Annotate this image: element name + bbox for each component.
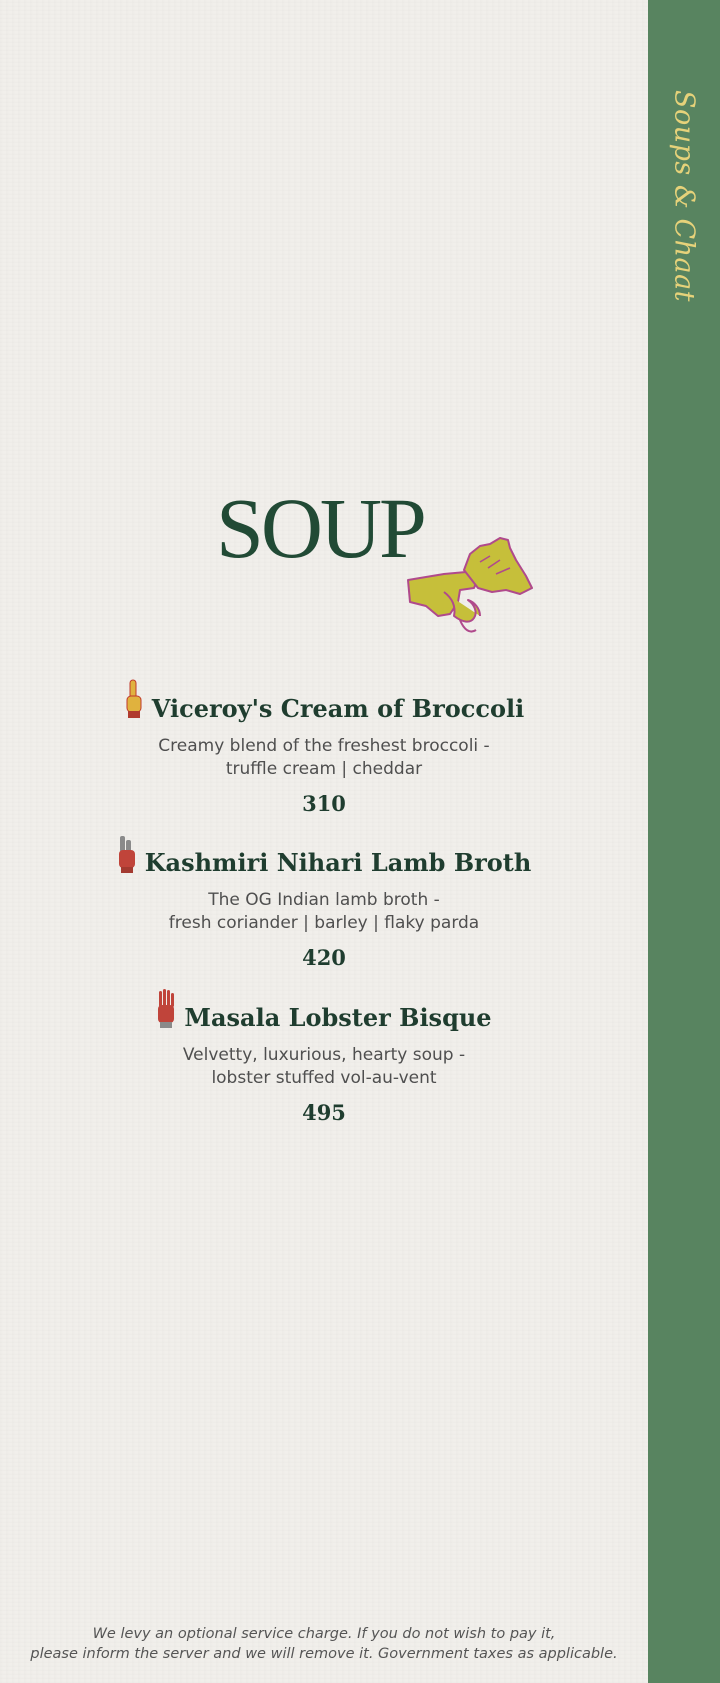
menu-item-name: Kashmiri Nihari Lamb Broth <box>144 848 532 877</box>
hands-holding-icon <box>404 532 536 644</box>
footer-line: We levy an optional service charge. If you do not wish to pay it, <box>92 1626 556 1642</box>
pointing-finger-icon <box>124 678 144 720</box>
menu-item-description: Velvetty, luxurious, hearty soup - <box>182 1045 466 1065</box>
menu-item-description: lobster stuffed vol-au-vent <box>211 1068 437 1088</box>
menu-item-description: The OG Indian lamb broth - <box>208 890 440 910</box>
menu-item <box>0 993 648 1125</box>
hand-gesture-icon <box>117 832 137 874</box>
menu-item-description: Creamy blend of the freshest broccoli - <box>158 736 490 756</box>
menu-item-price: 495 <box>302 1100 346 1125</box>
menu-item-description: truffle cream | cheddar <box>225 759 423 779</box>
menu-item <box>0 838 648 970</box>
menu-item-price: 420 <box>302 945 346 970</box>
menu-item-description: fresh coriander | barley | flaky parda <box>168 913 480 933</box>
menu-item-name: Viceroy's Cream of Broccoli <box>151 694 525 723</box>
footer-line: please inform the server and we will remove it. Government taxes as applicable. <box>30 1646 618 1662</box>
sidebar-title: Soups & Chaat <box>668 89 700 303</box>
service-charge-note <box>0 1624 648 1664</box>
raised-hand-icon <box>156 987 176 1029</box>
menu-item-name: Masala Lobster Bisque <box>184 1003 492 1032</box>
menu-item-price: 310 <box>302 791 346 816</box>
section-title: SOUP <box>216 480 424 576</box>
menu-item <box>0 684 648 816</box>
